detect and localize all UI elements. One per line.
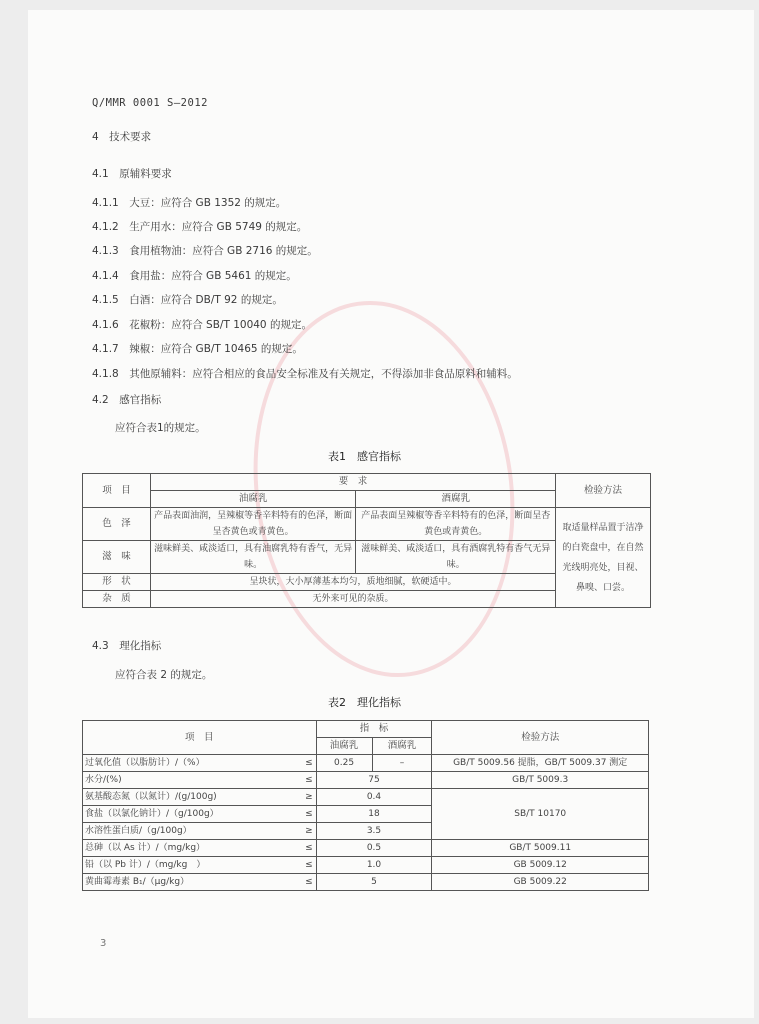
req-item: 4.1.6 花椒粉：应符合 SB/T 10040 的规定。 <box>92 319 312 331</box>
t2-row-name: 氨基酸态氮（以氮计）/(g/100g) <box>83 789 303 806</box>
t2-header-method: 检验方法 <box>432 721 649 755</box>
t2-row-method: GB 5009.22 <box>432 874 649 891</box>
req-item: 4.1.3 食用植物油：应符合 GB 2716 的规定。 <box>92 245 318 257</box>
t2-row-value: 0.4 <box>316 789 432 806</box>
section-4-title: 4 技术要求 <box>92 131 152 143</box>
t2-row-op: ≤ <box>302 857 316 874</box>
t2-row-op: ≤ <box>302 772 316 789</box>
t2-header-index: 指 标 <box>316 721 432 738</box>
t2-row-op: ≤ <box>302 806 316 823</box>
t2-header-oil: 油腐乳 <box>316 738 372 755</box>
t2-row-method: GB/T 5009.11 <box>432 840 649 857</box>
t1-cell: 无外来可见的杂质。 <box>150 591 555 608</box>
table2-caption: 表2 理化指标 <box>328 696 401 709</box>
t2-row-oil: 0.25 <box>316 755 372 772</box>
page-number: 3 <box>100 938 107 949</box>
t1-header-method: 检验方法 <box>556 474 651 508</box>
t1-row-label: 杂 质 <box>83 591 151 608</box>
t1-cell: 滋味鲜美、咸淡适口，具有酒腐乳特有香气无异味。 <box>356 541 556 574</box>
section-4-2-text: 应符合表1的规定。 <box>115 422 206 434</box>
t1-cell: 产品表面呈辣椒等香辛料特有的色泽，断面呈杏黄色或青黄色。 <box>356 508 556 541</box>
t1-cell: 滋味鲜美、咸淡适口，具有油腐乳特有香气，无异味。 <box>150 541 356 574</box>
t2-row-name: 水分/(%) <box>83 772 303 789</box>
req-item: 4.1.2 生产用水：应符合 GB 5749 的规定。 <box>92 221 308 233</box>
t2-row-op: ≥ <box>302 823 316 840</box>
t2-row-name: 水溶性蛋白质/（g/100g） <box>83 823 303 840</box>
t2-header-wine: 酒腐乳 <box>372 738 432 755</box>
t1-row-label: 滋 味 <box>83 541 151 574</box>
t1-header-oil: 油腐乳 <box>150 491 356 508</box>
t2-row-name: 黄曲霉毒素 B₁/（μg/kg） <box>83 874 303 891</box>
t1-header-item: 项 目 <box>83 474 151 508</box>
req-item: 4.1.1 大豆：应符合 GB 1352 的规定。 <box>92 197 287 209</box>
t2-row-value: 0.5 <box>316 840 432 857</box>
sensory-table <box>82 473 651 608</box>
table1-caption: 表1 感官指标 <box>328 450 401 463</box>
t2-row-op: ≤ <box>302 840 316 857</box>
req-item: 4.1.7 辣椒：应符合 GB/T 10465 的规定。 <box>92 343 303 355</box>
t2-row-value: 1.0 <box>316 857 432 874</box>
t2-row-method: SB/T 10170 <box>432 789 649 840</box>
physchem-table <box>82 720 649 891</box>
t1-cell: 呈块状，大小厚薄基本均匀，质地细腻，软硬适中。 <box>150 574 555 591</box>
t2-row-name: 过氧化值（以脂肪计）/（%） <box>83 755 303 772</box>
req-item: 4.1.8 其他原辅料：应符合相应的食品安全标准及有关规定，不得添加非食品原料和辅料。 <box>92 368 518 380</box>
req-item: 4.1.5 白酒：应符合 DB/T 92 的规定。 <box>92 294 283 306</box>
t1-header-wine: 酒腐乳 <box>356 491 556 508</box>
section-4-3-text: 应符合表 2 的规定。 <box>115 669 213 681</box>
t2-header-item: 项 目 <box>83 721 317 755</box>
t2-row-wine: – <box>372 755 432 772</box>
t2-row-value: 18 <box>316 806 432 823</box>
t1-row-label: 形 状 <box>83 574 151 591</box>
t2-row-op: ≥ <box>302 789 316 806</box>
t1-method: 取适量样品置于洁净的白瓷盘中，在自然光线明亮处，目视、鼻嗅、口尝。 <box>556 508 651 608</box>
t2-row-method: GB/T 5009.56 提脂，GB/T 5009.37 测定 <box>432 755 649 772</box>
section-4-3-title: 4.3 理化指标 <box>92 640 162 652</box>
doc-header: Q/MMR 0001 S—2012 <box>92 97 208 109</box>
t1-row-label: 色 泽 <box>83 508 151 541</box>
section-4-2-title: 4.2 感官指标 <box>92 394 162 406</box>
t2-row-value: 5 <box>316 874 432 891</box>
t2-row-value: 3.5 <box>316 823 432 840</box>
t2-row-name: 食盐（以氯化钠计）/（g/100g） <box>83 806 303 823</box>
req-item: 4.1.4 食用盐：应符合 GB 5461 的规定。 <box>92 270 297 282</box>
t2-row-op: ≤ <box>302 755 316 772</box>
t2-row-value: 75 <box>316 772 432 789</box>
t2-row-name: 总砷（以 As 计）/（mg/kg） <box>83 840 303 857</box>
t1-cell: 产品表面油润，呈辣椒等香辛料特有的色泽，断面呈杏黄色或青黄色。 <box>150 508 356 541</box>
t2-row-method: GB/T 5009.3 <box>432 772 649 789</box>
section-4-1-title: 4.1 原辅料要求 <box>92 168 172 180</box>
t2-row-op: ≤ <box>302 874 316 891</box>
t1-header-requirement: 要 求 <box>150 474 555 491</box>
t2-row-name: 铅（以 Pb 计）/（mg/kg ） <box>83 857 303 874</box>
t2-row-method: GB 5009.12 <box>432 857 649 874</box>
